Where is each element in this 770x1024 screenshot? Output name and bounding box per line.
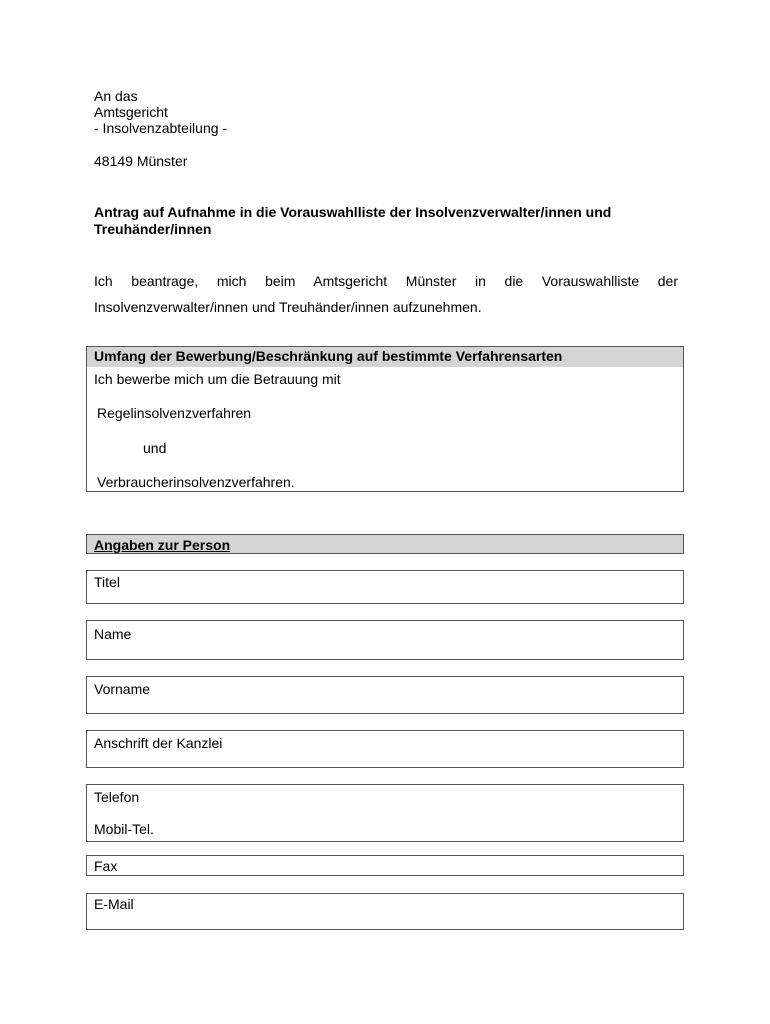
- vorname-label: Vorname: [94, 681, 151, 697]
- email-label: E-Mail: [94, 896, 134, 912]
- recipient-line-1: An das: [94, 88, 138, 104]
- option-verbraucherinsolvenz[interactable]: [94, 474, 295, 490]
- telefon-label: Telefon: [94, 789, 140, 805]
- fax-label: Fax: [94, 858, 118, 874]
- option-regelinsolvenz[interactable]: [94, 405, 251, 421]
- email-field[interactable]: [86, 893, 684, 930]
- person-header-label: Angaben zur Person: [94, 537, 231, 553]
- name-label: Name: [94, 626, 132, 642]
- titel-field[interactable]: [86, 570, 684, 604]
- intro-paragraph: Ich beantrage, mich beim Amtsgericht Münster in die Vorauswahlliste der Insolvenzverwalter/innen und Treuhänder/innen aufzunehmen.: [94, 273, 678, 315]
- titel-label: Titel: [94, 574, 120, 590]
- scope-section: [86, 346, 684, 492]
- name-field[interactable]: [86, 620, 684, 660]
- vorname-field[interactable]: [86, 676, 684, 714]
- option-verbraucherinsolvenz-label: Verbraucherinsolvenzverfahren.: [97, 474, 295, 490]
- scope-header: Umfang der Bewerbung/Beschränkung auf bestimmte Verfahrensarten: [87, 347, 683, 367]
- connector-label: und: [143, 440, 167, 456]
- anschrift-label: Anschrift der Kanzlei: [94, 735, 223, 751]
- mobil-label: Mobil-Tel.: [94, 821, 154, 837]
- anschrift-field[interactable]: [86, 730, 684, 768]
- fax-field[interactable]: [86, 855, 684, 876]
- recipient-line-2: Amtsgericht: [94, 104, 168, 120]
- person-section-header: [86, 534, 684, 554]
- recipient-city: 48149 Münster: [94, 153, 188, 169]
- telefon-field[interactable]: [86, 784, 684, 842]
- scope-intro: Ich bewerbe mich um die Betrauung mit: [94, 371, 341, 387]
- option-connector[interactable]: [140, 440, 166, 456]
- recipient-line-3: - Insolvenzabteilung -: [94, 120, 228, 136]
- option-regelinsolvenz-label: Regelinsolvenzverfahren: [97, 405, 252, 421]
- document-title: Antrag auf Aufnahme in die Vorauswahlliste der Insolvenzverwalter/innen und Treuhänder/innen: [94, 204, 612, 237]
